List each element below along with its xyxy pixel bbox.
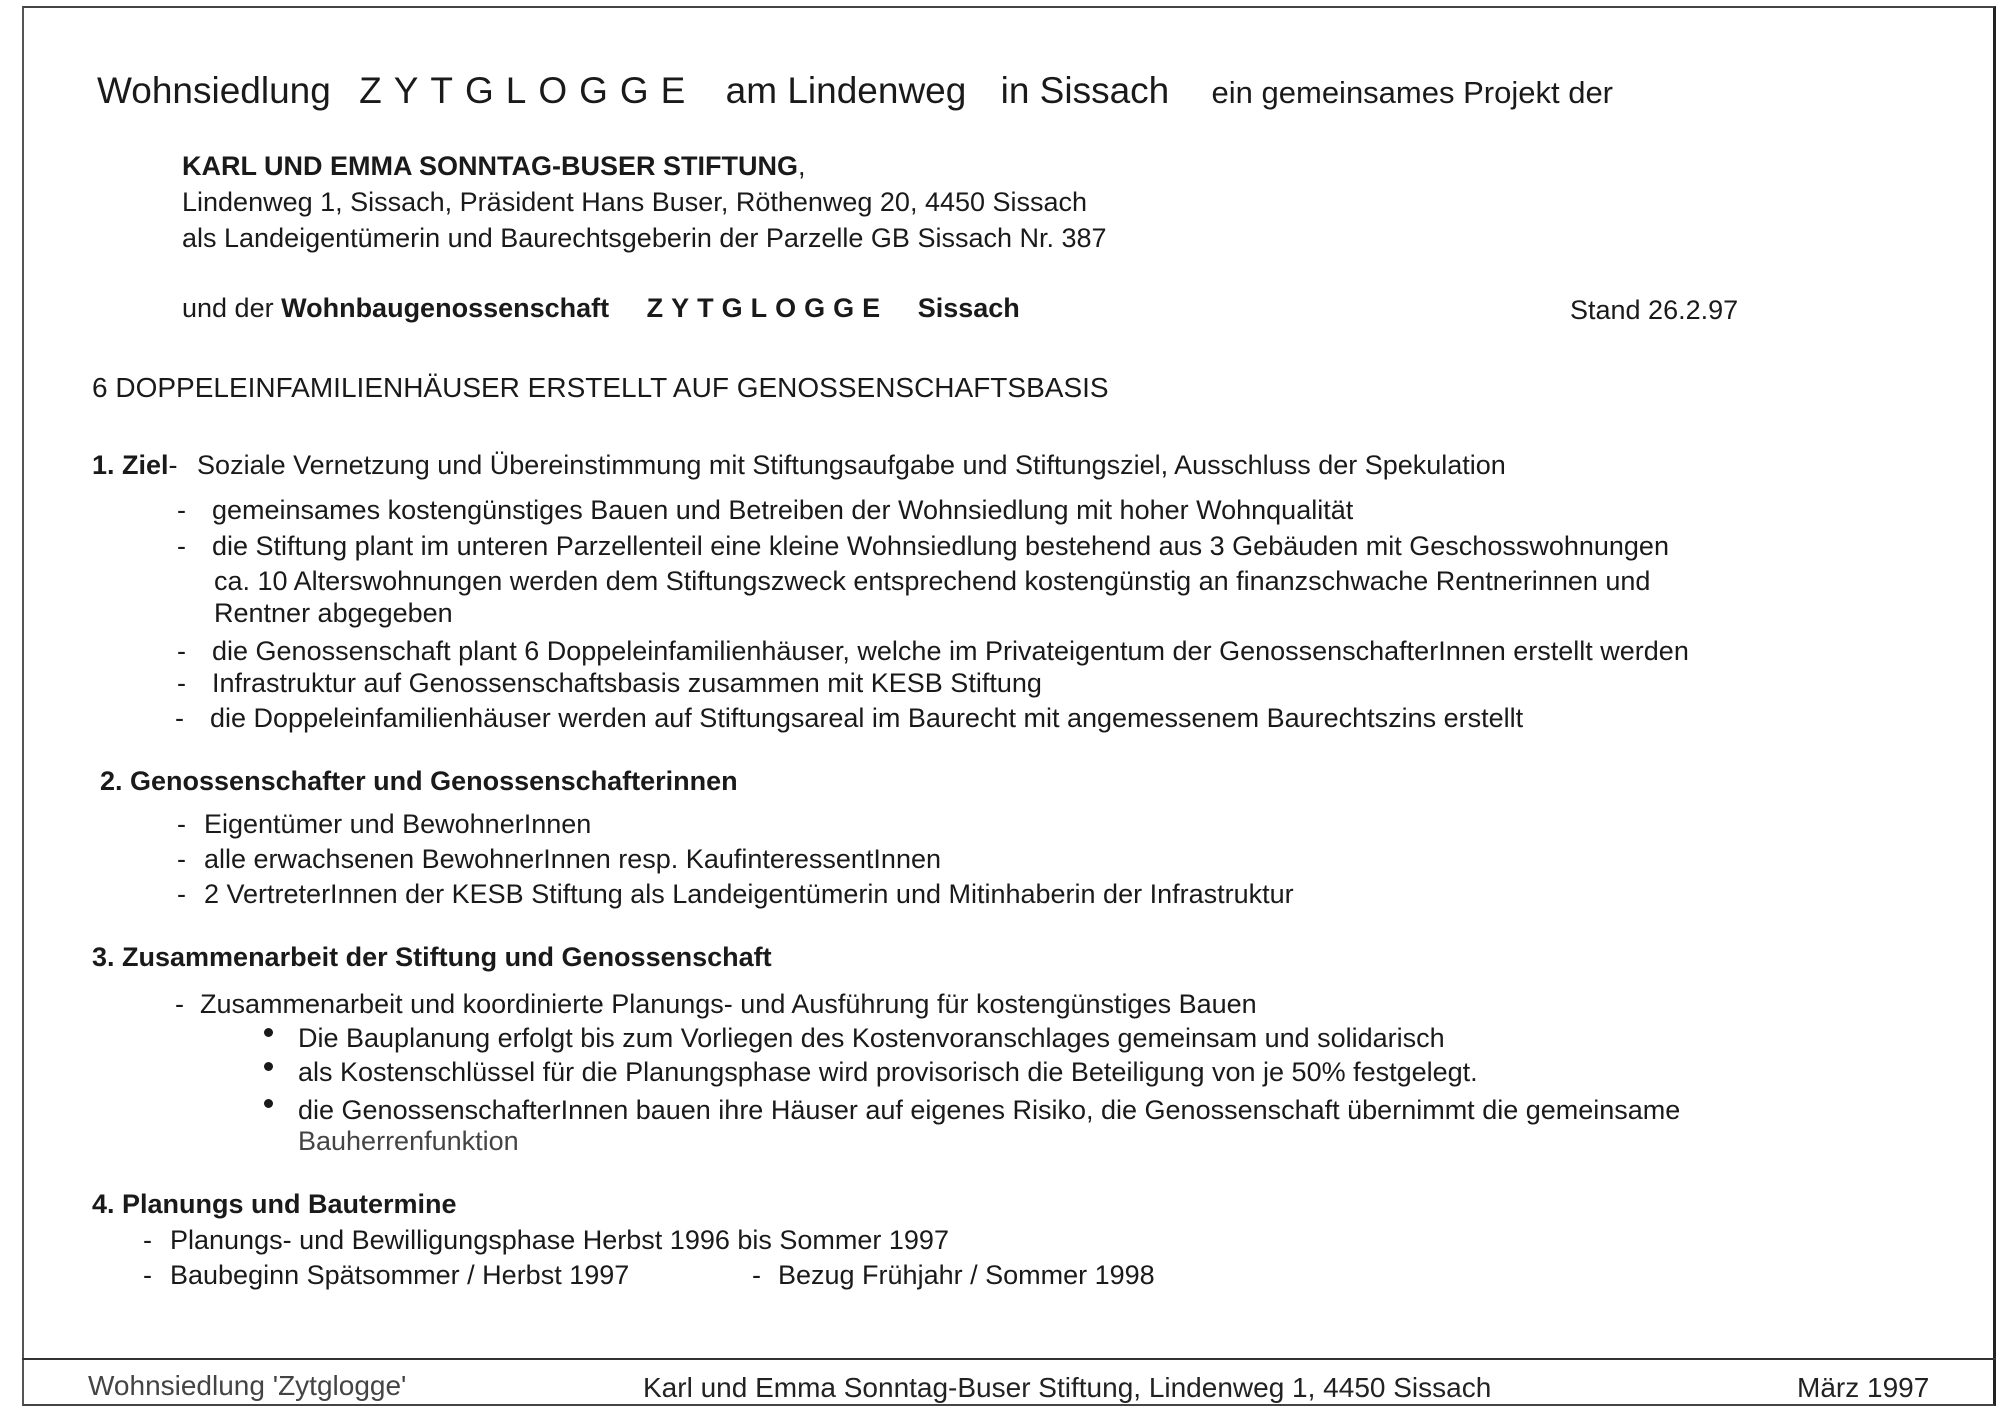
dash: -: [143, 1225, 152, 1255]
dash: -: [177, 879, 186, 909]
section4-heading: 4. Planungs und Bautermine: [92, 1189, 457, 1219]
foundation-block: [182, 148, 1107, 256]
footer-right: März 1997: [1797, 1372, 1930, 1403]
dash: -: [143, 1260, 152, 1290]
list-item: die Stiftung plant im unteren Parzellenteil eine kleine Wohnsiedlung bestehend aus 3 Gebäuden mit Geschosswohnungen: [212, 531, 1669, 561]
dash: -: [177, 531, 186, 561]
title-name: ZYTGLOGGE: [359, 70, 698, 111]
footer-divider: [22, 1358, 1996, 1360]
foundation-comma: ,: [797, 151, 806, 181]
subtitle: 6 DOPPELEINFAMILIENHÄUSER ERSTELLT AUF GENOSSENSCHAFTSBASIS: [92, 372, 1109, 403]
bullet-icon: [264, 1099, 273, 1108]
section1-heading: 1. Ziel: [92, 450, 169, 480]
cooperative-prefix: und der: [182, 293, 274, 323]
list-item: Infrastruktur auf Genossenschaftsbasis zusammen mit KESB Stiftung: [212, 668, 1042, 698]
stand-date: Stand 26.2.97: [1570, 295, 1739, 325]
foundation-name: KARL UND EMMA SONNTAG-BUSER STIFTUNG: [182, 151, 798, 181]
dash: -: [177, 636, 186, 666]
title-part1: Wohnsiedlung: [97, 70, 331, 111]
bullet-item: die GenossenschafterInnen bauen ihre Häuser auf eigenes Risiko, die Genossenschaft übernimmt die gemeinsame: [298, 1095, 1681, 1125]
document-title: [97, 70, 1613, 112]
list-item: Eigentümer und BewohnerInnen: [204, 809, 592, 839]
list-item: die Genossenschaft plant 6 Doppeleinfamilienhäuser, welche im Privateigentum der GenossenschafterInnen erstellt werden: [212, 636, 1689, 666]
list-item: Zusammenarbeit und koordinierte Planungs- und Ausführung für kostengünstiges Bauen: [200, 989, 1257, 1019]
list-item: 2 VertreterInnen der KESB Stiftung als Landeigentümerin und Mitinhaberin der Infrastruktur: [204, 879, 1294, 909]
section1-first-line: [92, 449, 1506, 481]
title-part3: in Sissach: [1000, 70, 1170, 111]
dash: -: [177, 844, 186, 874]
cooperative-line: [182, 290, 1020, 326]
section3-heading: 3. Zusammenarbeit der Stiftung und Genossenschaft: [92, 942, 772, 972]
list-item-continuation: ca. 10 Alterswohnungen werden dem Stiftungszweck entsprechend kostengünstig an finanzschwache Rentnerinnen und: [214, 566, 1651, 596]
foundation-address: Lindenweg 1, Sissach, Präsident Hans Buser, Röthenweg 20, 4450 Sissach: [182, 187, 1088, 217]
section1-first-item: Soziale Vernetzung und Übereinstimmung mit Stiftungsaufgabe und Stiftungsziel, Ausschluss der Spekulation: [197, 450, 1506, 480]
footer-center: Karl und Emma Sonntag-Buser Stiftung, Lindenweg 1, 4450 Sissach: [643, 1372, 1492, 1403]
cooperative-spaced-name: ZYTGLOGGE: [646, 293, 889, 323]
list-item: Planungs- und Bewilligungsphase Herbst 1996 bis Sommer 1997: [170, 1225, 949, 1255]
footer-left: Wohnsiedlung 'Zytglogge': [88, 1370, 407, 1401]
dash: -: [177, 668, 186, 698]
list-item: Bezug Frühjahr / Sommer 1998: [778, 1260, 1155, 1290]
dash: -: [752, 1260, 761, 1290]
list-item: gemeinsames kostengünstiges Bauen und Betreiben der Wohnsiedlung mit hoher Wohnqualität: [212, 495, 1354, 525]
cooperative-name: Wohnbaugenossenschaft: [281, 293, 610, 323]
list-item-continuation: Rentner abgegeben: [214, 598, 453, 628]
bullet-item-continuation: Bauherrenfunktion: [298, 1126, 519, 1156]
list-item: Baubeginn Spätsommer / Herbst 1997: [170, 1260, 630, 1290]
bullet-icon: [264, 1062, 273, 1071]
dash: -: [177, 495, 186, 525]
bullet-item: als Kostenschlüssel für die Planungsphase wird provisorisch die Beteiligung von je 50% festgelegt.: [298, 1057, 1478, 1087]
bullet-icon: [264, 1028, 273, 1037]
section2-heading: 2. Genossenschafter und Genossenschafterinnen: [100, 766, 738, 796]
dash: -: [175, 703, 184, 733]
dash: -: [175, 989, 184, 1019]
list-item: alle erwachsenen BewohnerInnen resp. KaufinteressentInnen: [204, 844, 941, 874]
dash: -: [168, 450, 178, 480]
list-item: die Doppeleinfamilienhäuser werden auf Stiftungsareal im Baurecht mit angemessenem Baurechtszins erstellt: [210, 703, 1524, 733]
dash: -: [177, 809, 186, 839]
foundation-role: als Landeigentümerin und Baurechtsgeberin der Parzelle GB Sissach Nr. 387: [182, 223, 1107, 253]
title-part4: ein gemeinsames Projekt der: [1211, 75, 1614, 110]
bullet-item: Die Bauplanung erfolgt bis zum Vorliegen des Kostenvoranschlages gemeinsam und solidarisch: [298, 1023, 1445, 1053]
title-part2: am Lindenweg: [725, 70, 967, 111]
cooperative-place: Sissach: [917, 293, 1020, 323]
